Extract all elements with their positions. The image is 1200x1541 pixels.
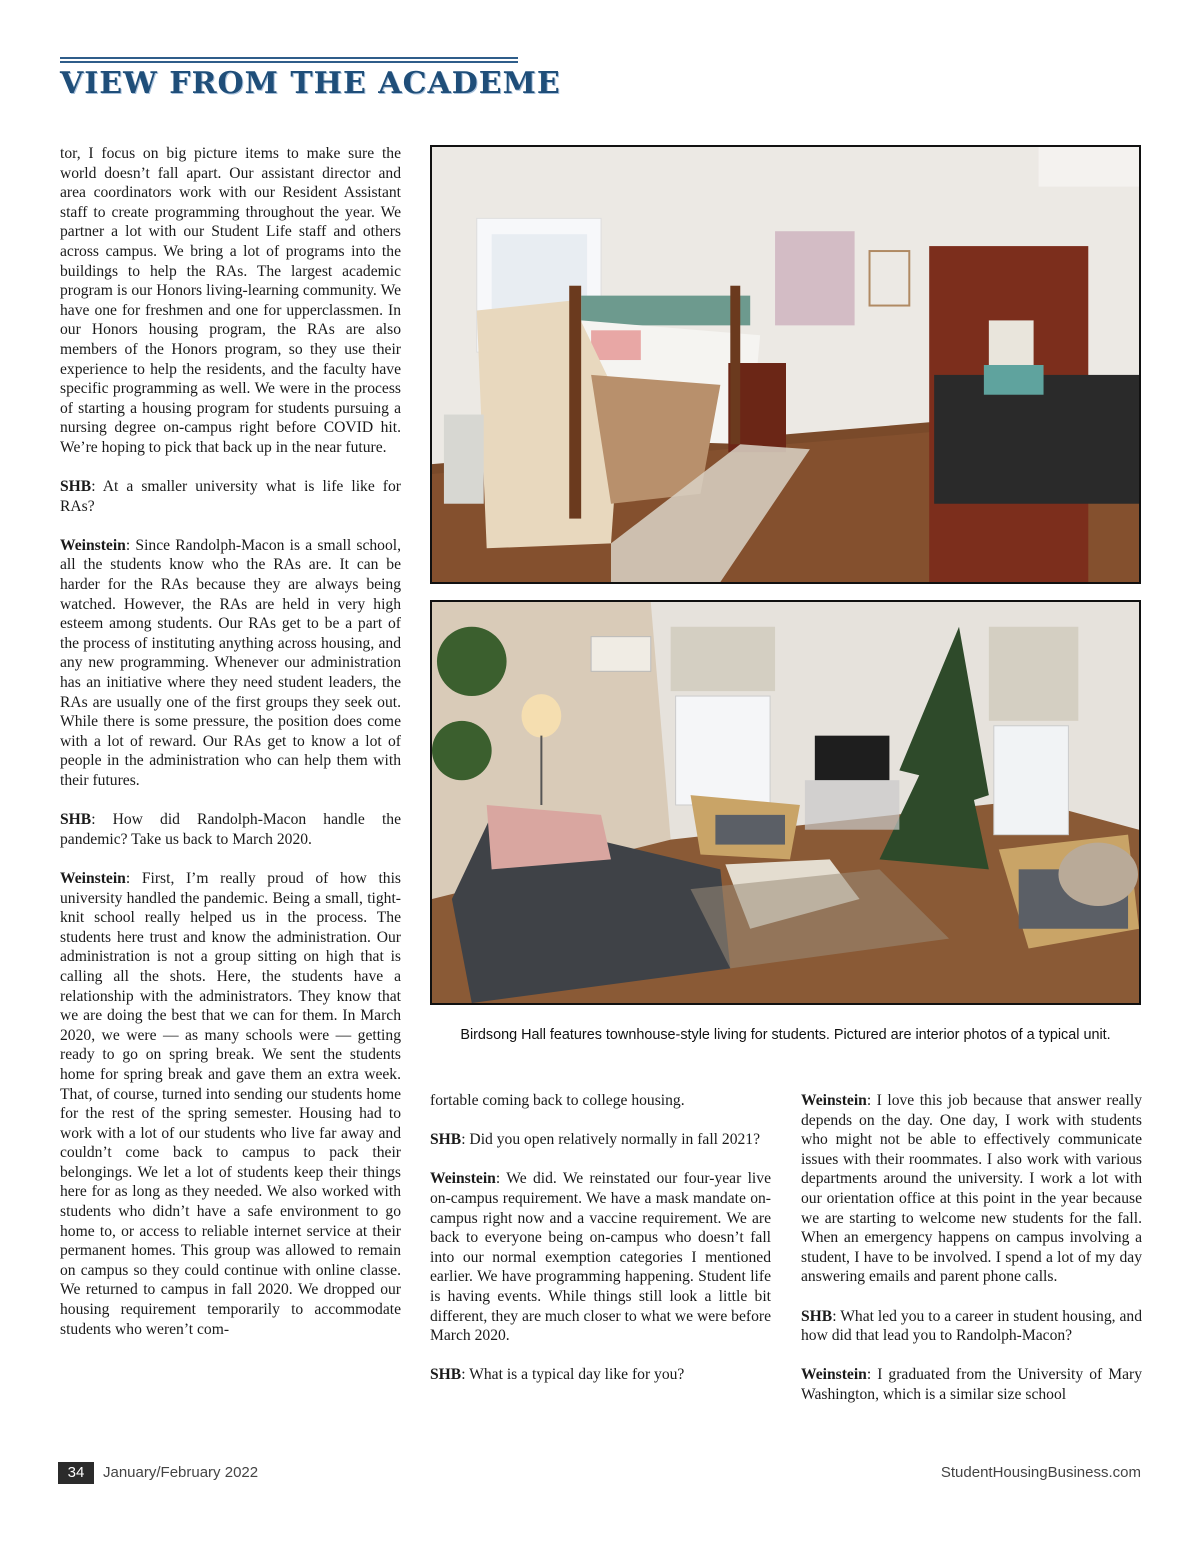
publication-website: StudentHousingBusiness.com [940,1464,1141,1481]
question [801,1307,1142,1346]
answer-text: : Since Randolph-Macon is a small school, all the students know who the RAs are. It can be harder for the RAs because they are always being watched. However, the RAs are held in very high esteem among students. Our RAs get to be a part of the process of instituting anything across housing, and any new programming. Whenever our administration has an initiative where they need student leaders, the RAs are usually one of the first groups they seek out. While there is some pressure, the position does come with a lot of reward. Our RAs get to know a lot of people in the administration who can help them with their futures. [60,536,401,789]
section-title: VIEW FROM THE ACADEME [60,66,561,101]
speaker-label: Weinstein [60,536,126,554]
speaker-label: Weinstein [430,1170,496,1188]
page-number: 34 [58,1462,94,1484]
question-text: : How did Randolph-Macon handle the pandemic? Take us back to March 2020. [60,811,401,848]
living-room-illustration [432,602,1139,1003]
question [60,810,401,849]
header-rule-bottom [60,61,518,63]
answer [801,1091,1142,1287]
answer-text: : We did. We reinstated our four-year live on-campus requirement. We have a mask mandate on-campus right now and a vaccine requirement. We are back to everyone being on-campus who doesn’t fall into our normal exemption categories I mentioned earlier. We have programming happening. Student life is having events. While things still look a little bit different, they are much closer to what we were before March 2020. [430,1170,771,1345]
speaker-label: SHB [801,1307,833,1325]
paragraph: tor, I focus on big picture items to make sure the world doesn’t fall apart. Our assistant director and area coordinators work with our Resident Assistant staff to create programming throughout the year. We partner a lot with our Student Life staff and others across campus. We bring a lot of programs into the buildings to help the RAs. The largest academic program is our Honors living-learning community. We have one for freshmen and one for upperclassmen. In our Honors housing program, the RAs are also members of the Honors program, so they use their experience to help the residents, and the faculty have specific programming as well. We were in the process of starting a housing program for students pursuing a nursing degree on-campus right before COVID hit. We’re hoping to pick that back up in the near future. [60,145,401,456]
speaker-label: Weinstein [801,1092,867,1109]
answer [430,1169,771,1345]
speaker-label: Weinstein [60,869,126,887]
bedroom-illustration [432,147,1139,582]
speaker-label: SHB [430,1366,462,1384]
question [60,477,401,516]
article-column-3 [801,1091,1142,1405]
question-text: : At a smaller university what is life like for RAs? [60,478,401,515]
answer-text: : I graduated from the University of Mary Washington, which is a similar size school [801,1366,1142,1403]
header-rule-top [60,57,518,59]
photo-caption: Birdsong Hall features townhouse-style living for students. Pictured are interior photos of a typical unit. [460,1027,1111,1043]
article-column-1 [60,144,401,1339]
answer [60,536,401,791]
speaker-label: Weinstein [801,1366,867,1384]
answer-text: : First, I’m really proud of how this university handled the pandemic. Being a small, tight-knit school really helped us in the process. The students here trust and know the administration. Our administration is not a group sitting on high that is calling all the shots. Here, the students have a relationship with the administrators. They know that we are doing the best that we can for them. In March 2020, we were — as many schools were — getting ready to go on spring break. We sent the students home for spring break and gave them an extra week. That, of course, turned into sending our students home for the rest of the spring semester. Housing had to work with a lot of our students who live far away and couldn’t come back to campus to pack their belongings. We let a lot of students keep their things here for as long as they needed. We also worked with students who didn’t have a safe environment to go home to, or access to reliable internet service at their permanent homes. This group was allowed to remain on campus so they could continue with online classe. We returned to campus in fall 2020. We dropped our housing requirement temporarily to accommodate students who weren’t com- [60,869,401,1338]
answer [60,869,401,1339]
article-column-2 [430,1091,771,1385]
paragraph: fortable coming back to college housing. [430,1092,685,1109]
question [430,1130,771,1150]
question [430,1365,771,1385]
question-text: : What led you to a career in student housing, and how did that lead you to Randolph-Macon? [801,1307,1142,1345]
question-text: : What is a typical day like for you? [461,1366,685,1384]
speaker-label: SHB [430,1131,462,1149]
answer-text: : I love this job because that answer really depends on the day. One day, I work with students who might not be able to effectively communicate issues with their roommates. I also work with various departments around the university. I work a lot with our orientation office at this point in the year because we are starting to welcome new students for the fall. When an emergency happens on campus involving a student, I have to be involved. I spend a lot of my day answering emails and parent phone calls. [801,1092,1142,1286]
question-text: : Did you open relatively normally in fall 2021? [461,1131,761,1149]
speaker-label: SHB [60,811,92,829]
issue-date: January/February 2022 [103,1464,259,1481]
bedroom-photo [430,145,1141,584]
living-room-photo [430,600,1141,1005]
answer [801,1365,1142,1404]
speaker-label: SHB [60,478,92,496]
